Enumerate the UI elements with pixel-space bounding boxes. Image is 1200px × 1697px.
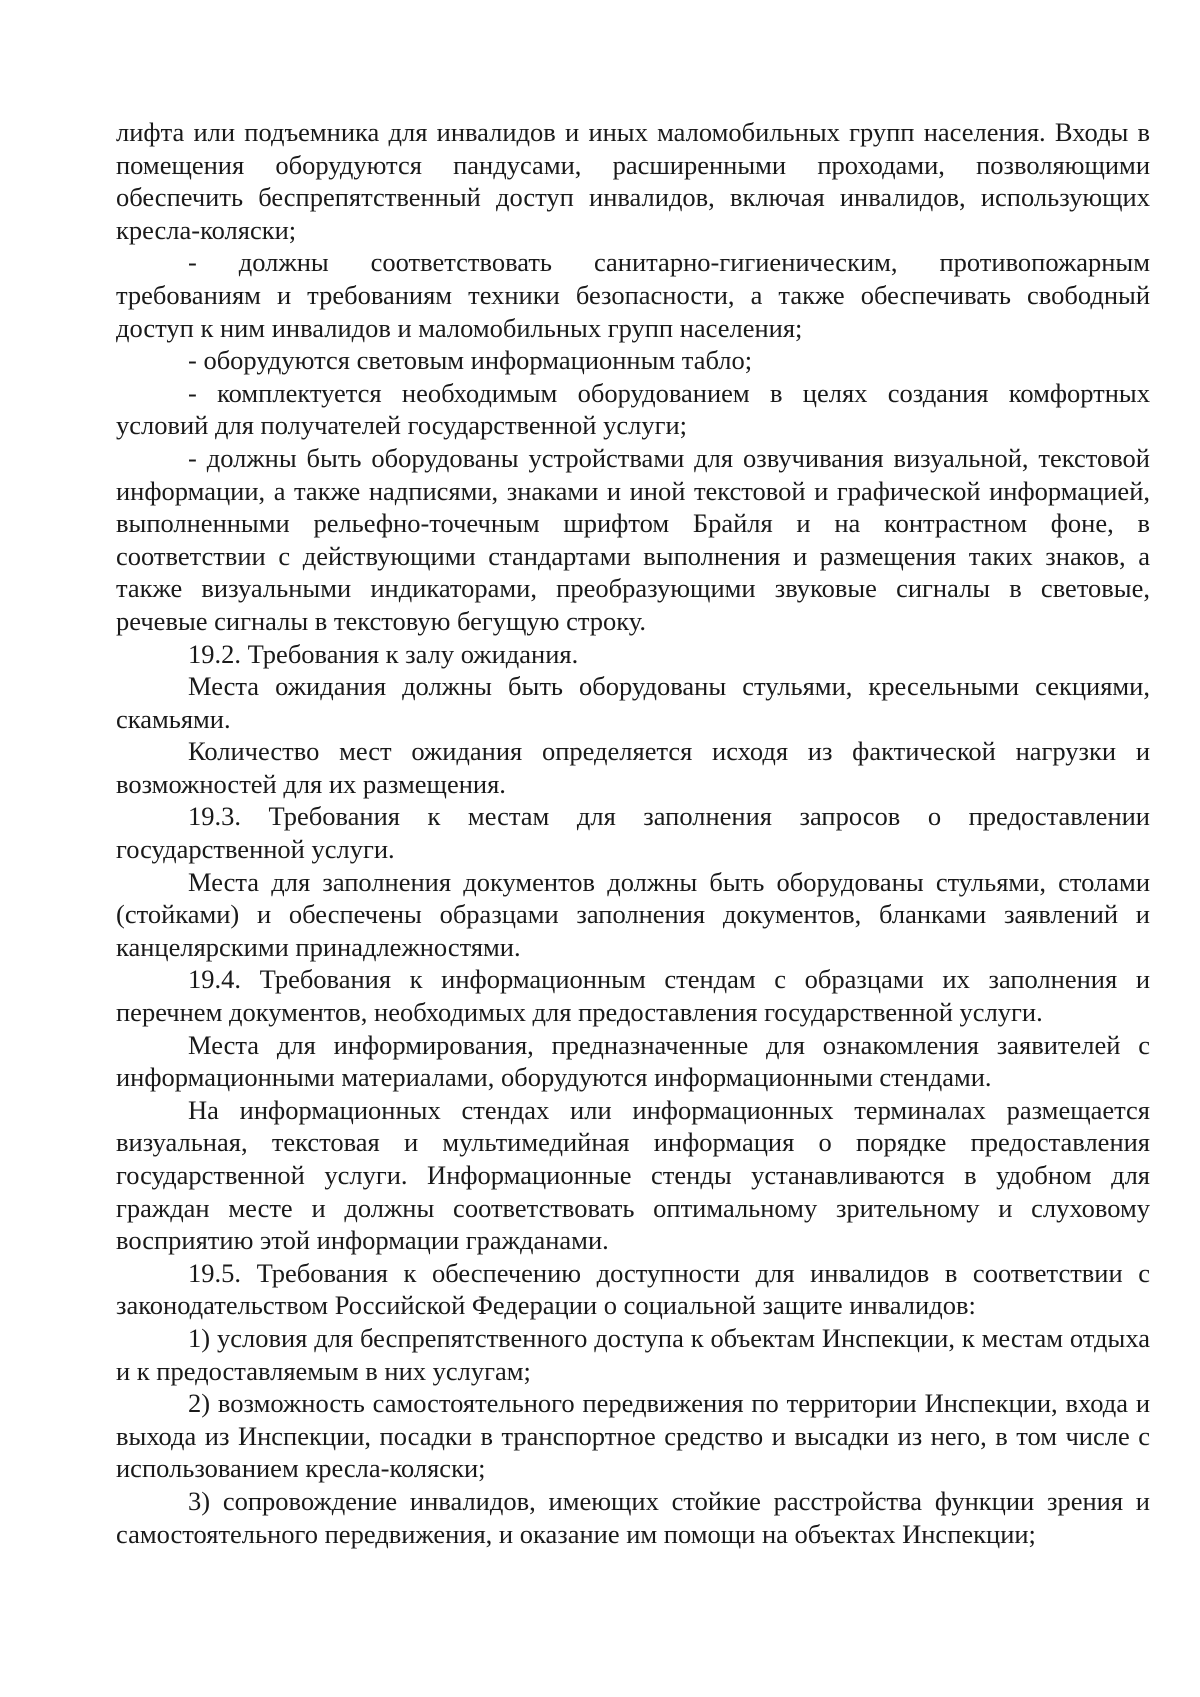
paragraph-filling-places: Места для заполнения документов должны быть оборудованы стульями, столами (стойками) и обеспечены образцами заполнения документов, бланками заявлений и канцелярскими принадлежностями. [116, 866, 1150, 962]
paragraph-light-board: - оборудуются световым информационным табло; [188, 345, 753, 376]
list-item-2: 2) возможность самостоятельного передвижения по территории Инспекции, входа и выхода из Инспекции, посадки в транспортное средство и высадки из него, в том числе с использованием кресла-коляски; [116, 1388, 1150, 1484]
list-item-3: 3) сопровождение инвалидов, имеющих стойкие расстройства функции зрения и самостоятельного передвижения, и оказание им помощи на объектах Инспекции; [116, 1485, 1150, 1549]
section-19-4-heading: 19.4. Требования к информационным стендам с образцами их заполнения и перечнем документов, необходимых для предоставления государственной услуги. [116, 964, 1150, 1028]
list-item-1: 1) условия для беспрепятственного доступа к объектам Инспекции, к местам отдыха и к предоставляемым в них услугам; [116, 1322, 1150, 1386]
paragraph-sanitary-requirements: - должны соответствовать санитарно-гигиеническим, противопожарным требованиям и требованиям техники безопасности, а также обеспечивать свободный доступ к ним инвалидов и маломобильных групп населения; [116, 247, 1150, 343]
section-19-5-heading: 19.5. Требования к обеспечению доступности для инвалидов в соответствии с законодательством Российской Федерации о социальной защите инвалидов: [116, 1257, 1150, 1321]
paragraph-equipment: - комплектуется необходимым оборудованием в целях создания комфортных условий для получателей государственной услуги; [116, 377, 1150, 441]
paragraph-continuation: лифта или подъемника для инвалидов и иных маломобильных групп населения. Входы в помещения оборудуются пандусами, расширенными проходами, позволяющими обеспечить беспрепятственный доступ инвалидов, включая инвалидов, использующих кресла-коляски; [116, 117, 1150, 245]
paragraph-info-places: Места для информирования, предназначенные для ознакомления заявителей с информационными материалами, оборудуются информационными стендами. [116, 1029, 1150, 1093]
paragraph-info-stands: На информационных стендах или информационных терминалах размещается визуальная, текстовая и мультимедийная информация о порядке предоставления государственной услуги. Информационные стенды устанавливаются в удобном для граждан месте и должны соответствовать оптимальному зрительному и слуховому восприятию этой информации гражданами. [116, 1094, 1150, 1256]
document-page [116, 116, 1150, 1550]
section-19-2-heading: 19.2. Требования к залу ожидания. [188, 638, 579, 669]
paragraph-waiting-count: Количество мест ожидания определяется исходя из фактической нагрузки и возможностей для их размещения. [116, 736, 1150, 799]
paragraph-braille-devices: - должны быть оборудованы устройствами для озвучивания визуальной, текстовой информации, а также надписями, знаками и иной текстовой и графической информацией, выполненными рельефно-точечным шрифтом Брайля и на контрастном фоне, в соответствии с действующими стандартами выполнения и размещения таких знаков, а также визуальными индикаторами, преобразующими звуковые сигналы в световые, речевые сигналы в текстовую бегущую строку. [116, 442, 1150, 636]
section-19-3-heading: 19.3. Требования к местам для заполнения запросов о предоставлении государственной услуги. [116, 801, 1150, 865]
paragraph-waiting-seats: Места ожидания должны быть оборудованы стульями, кресельными секциями, скамьями. [116, 671, 1150, 734]
